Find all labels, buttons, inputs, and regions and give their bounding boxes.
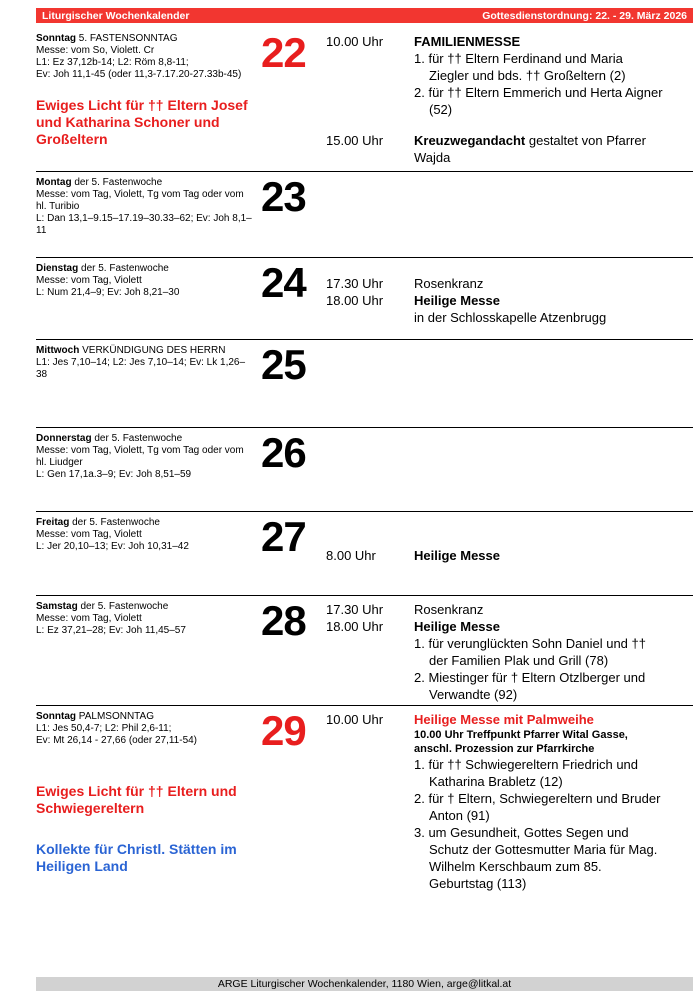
- service-detail: [414, 547, 666, 564]
- service-time: 15.00 Uhr: [326, 133, 384, 148]
- lectionary-line: L: Ez 37,21–28; Ev: Joh 11,45–57: [36, 625, 186, 636]
- eternal-light-note: Ewiges Licht für †† Eltern und Schwiegereltern: [36, 783, 237, 816]
- service-location: in der Schlosskapelle Atzenbrugg: [414, 310, 607, 325]
- service-row: [326, 33, 693, 118]
- mass-rubric-line: Messe: vom Tag, Violett, Tg vom Tag oder vom hl. Turibio: [36, 189, 244, 212]
- service-time: 18.00 Uhr: [326, 619, 384, 634]
- day-info: [36, 517, 258, 553]
- day-row-donnerstag-26: [36, 427, 693, 511]
- day-number: 28: [261, 597, 306, 644]
- day-number: 24: [261, 259, 306, 306]
- day-row-freitag-27: [36, 511, 693, 595]
- day-row-sonntag-22: [36, 28, 693, 171]
- day-heading: [36, 177, 252, 189]
- service-row: [326, 292, 693, 326]
- service-time: 17.30 Uhr: [326, 602, 384, 617]
- footer-bar: [36, 977, 693, 991]
- service-list: [326, 275, 693, 326]
- day-info: [36, 601, 258, 637]
- service-row: [326, 547, 693, 564]
- lectionary-line: L1: Jes 7,10–14; L2: Jes 7,10–14; Ev: Lk 1,26–38: [36, 357, 246, 380]
- intention-item: 3. um Gesundheit, Gottes Segen und Schutz der Gottesmutter Maria für Mag. Wilhelm Kerschbaum zum 85. Geburtstag (113): [414, 825, 658, 891]
- service-title: Heilige Messe mit Palmweihe: [414, 712, 594, 727]
- lectionary-line: L: Dan 13,1–9.15–17.19–30.33–62; Ev: Joh 8,1–11: [36, 213, 252, 236]
- service-time: 10.00 Uhr: [326, 34, 384, 49]
- day-name: Mittwoch: [36, 345, 80, 356]
- service-row: [326, 618, 693, 703]
- day-feast: der 5. Fastenwoche: [80, 601, 169, 612]
- service-detail: [414, 33, 666, 118]
- day-heading: [36, 33, 252, 45]
- day-heading: [36, 711, 252, 723]
- day-feast: PALMSONNTAG: [78, 711, 154, 722]
- service-row: [326, 275, 693, 292]
- collection-note: Kollekte für Christl. Stätten im Heiligen Land: [36, 841, 237, 874]
- day-feast: der 5. Fastenwoche: [74, 177, 163, 188]
- calendar-body: [36, 28, 693, 953]
- service-row: [326, 711, 693, 892]
- service-title: Kreuzwegandacht gestaltet von Pfarrer Wajda: [414, 133, 646, 165]
- footer-text: ARGE Liturgischer Wochenkalender, 1180 Wien, arge@litkal.at: [217, 978, 512, 990]
- day-row-samstag-28: [36, 595, 693, 705]
- day-row-sonntag-29: [36, 705, 693, 953]
- day-feast: VERKÜNDIGUNG DES HERRN: [82, 345, 226, 356]
- day-info: [36, 177, 258, 237]
- service-detail: [414, 292, 666, 326]
- day-heading: [36, 345, 252, 357]
- header-title: Liturgischer Wochenkalender: [42, 9, 190, 22]
- day-name: Freitag: [36, 517, 70, 528]
- service-detail: [414, 618, 666, 703]
- lectionary-line: L1: Ez 37,12b-14; L2: Röm 8,8-11;: [36, 57, 189, 68]
- intention-item: 2. Miestinger für † Eltern Otzlberger und Verwandte (92): [414, 670, 646, 702]
- service-list: [326, 547, 693, 564]
- service-title: Rosenkranz: [414, 276, 484, 291]
- day-name: Dienstag: [36, 263, 79, 274]
- day-info: [36, 263, 258, 299]
- mass-rubric-line: Messe: vom Tag, Violett: [36, 613, 142, 624]
- intention-item: 1. für verunglückten Sohn Daniel und †† der Familien Plak und Grill (78): [414, 636, 646, 668]
- intention-item: 1. für †† Eltern Ferdinand und Maria Ziegler und bds. †† Großeltern (2): [414, 51, 626, 83]
- day-info: [36, 345, 258, 381]
- day-heading: [36, 263, 252, 275]
- service-title: Heilige Messe: [414, 619, 500, 634]
- service-row: [326, 132, 693, 166]
- service-detail: [414, 711, 666, 892]
- day-number: 29: [261, 707, 306, 754]
- service-list: [326, 711, 693, 892]
- mass-rubric-line: Messe: vom Tag, Violett: [36, 529, 142, 540]
- service-time: 8.00 Uhr: [326, 548, 376, 563]
- day-info: [36, 33, 258, 148]
- day-feast: der 5. Fastenwoche: [72, 517, 160, 528]
- day-name: Donnerstag: [36, 433, 92, 444]
- procession-note: 10.00 Uhr Treffpunkt Pfarrer Wital Gasse, anschl. Prozession zur Pfarrkirche: [414, 729, 628, 755]
- day-number: 23: [261, 173, 306, 220]
- header-date-range: Gottesdienstordnung: 22. - 29. März 2026: [482, 9, 687, 22]
- lectionary-line: Ev: Joh 11,1-45 (oder 11,3-7.17.20-27.33b-45): [36, 69, 242, 80]
- day-row-montag-23: [36, 171, 693, 257]
- day-row-mittwoch-25: [36, 339, 693, 427]
- day-info: [36, 711, 258, 875]
- day-feast: der 5. Fastenwoche: [94, 433, 183, 444]
- intention-item: 2. für † Eltern, Schwiegereltern und Bruder Anton (91): [414, 791, 661, 823]
- mass-rubric-line: Messe: vom Tag, Violett: [36, 275, 142, 286]
- service-title: Heilige Messe: [414, 548, 500, 563]
- day-info: [36, 433, 258, 481]
- intention-item: 2. für †† Eltern Emmerich und Herta Aigner (52): [414, 85, 663, 117]
- lectionary-line: L1: Jes 50,4-7; L2: Phil 2,6-11;: [36, 723, 172, 734]
- header-bar: [36, 8, 693, 23]
- service-detail: [414, 132, 666, 166]
- day-name: Sonntag: [36, 33, 76, 44]
- day-feast: der 5. Fastenwoche: [81, 263, 169, 274]
- mass-rubric-line: Messe: vom Tag, Violett, Tg vom Tag oder vom hl. Liudger: [36, 445, 244, 468]
- day-name: Samstag: [36, 601, 78, 612]
- day-number: 26: [261, 429, 306, 476]
- day-row-dienstag-24: [36, 257, 693, 339]
- lectionary-line: L: Jer 20,10–13; Ev: Joh 10,31–42: [36, 541, 189, 552]
- day-feast: 5. FASTENSONNTAG: [78, 33, 178, 44]
- day-number: 27: [261, 513, 306, 560]
- service-time: 17.30 Uhr: [326, 276, 384, 291]
- service-row: [326, 601, 693, 618]
- service-detail: [414, 601, 666, 618]
- day-name: Sonntag: [36, 711, 76, 722]
- service-list: [326, 33, 693, 166]
- intention-item: 1. für †† Schwiegereltern Friedrich und Katharina Brabletz (12): [414, 757, 639, 789]
- service-time: 18.00 Uhr: [326, 293, 384, 308]
- day-heading: [36, 517, 252, 529]
- service-title: Heilige Messe: [414, 293, 500, 308]
- day-name: Montag: [36, 177, 72, 188]
- day-number: 22: [261, 29, 306, 76]
- service-detail: [414, 275, 666, 292]
- day-number: 25: [261, 341, 306, 388]
- service-list: [326, 601, 693, 703]
- eternal-light-note: Ewiges Licht für †† Eltern Josef und Katharina Schoner und Großeltern: [36, 97, 248, 147]
- day-heading: [36, 601, 252, 613]
- service-title: FAMILIENMESSE: [414, 34, 521, 49]
- mass-rubric-line: Messe: vom So, Violett. Cr: [36, 45, 155, 56]
- lectionary-line: L: Num 21,4–9; Ev: Joh 8,21–30: [36, 287, 180, 298]
- lectionary-line: Ev: Mt 26,14 - 27,66 (oder 27,11-54): [36, 735, 198, 746]
- service-time: 10.00 Uhr: [326, 712, 384, 727]
- service-title: Rosenkranz: [414, 602, 484, 617]
- lectionary-line: L: Gen 17,1a.3–9; Ev: Joh 8,51–59: [36, 469, 192, 480]
- day-heading: [36, 433, 252, 445]
